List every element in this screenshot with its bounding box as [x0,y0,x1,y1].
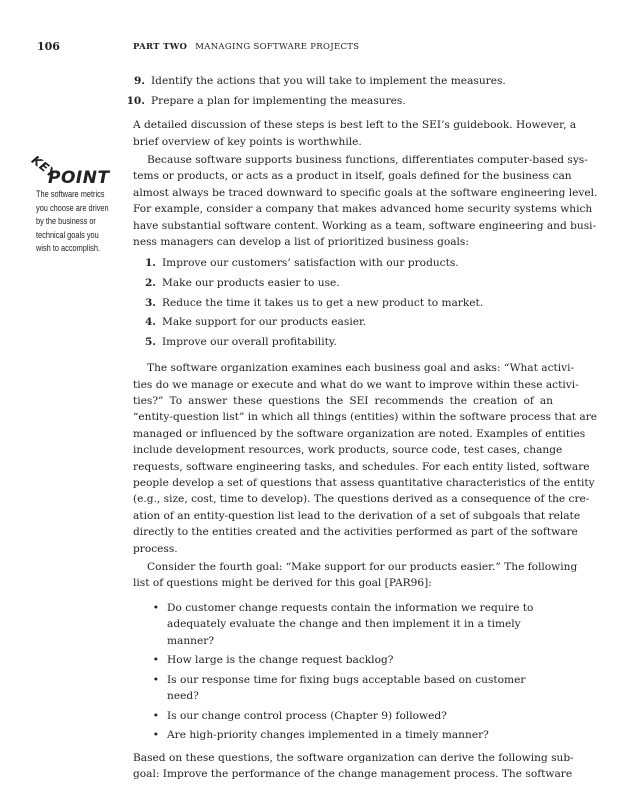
text-line: tems or products, or acts as a product in itself, goals defined for the business can [133,170,572,183]
item-text: Identify the actions that you will take to implement the measures. [151,75,506,87]
key-point-line: The software metrics [36,189,105,199]
question-text: Is our response time for fixing bugs acceptable based on customer need? [167,673,526,703]
chapter-title: MANAGING SOFTWARE PROJECTS [195,42,360,52]
question-text: How large is the change request backlog? [167,654,394,667]
bullet-icon: • [152,709,159,722]
list-item [133,294,553,314]
text-line: managed or influenced by the software organization are noted. Examples of entities [133,427,586,440]
key-point-line: by the business or [36,216,96,226]
text-line: ties do we manage or execute and what do we want to improve within these activi- [133,378,579,391]
text-line: “entity-question list” in which all things (entities) within the software process that are [133,411,598,424]
text-line: (e.g., size, cost, time to develop). The questions derived as a consequence of the cre- [133,493,590,506]
text-line: directly to the entities created and the activities performed as part of the software [133,526,578,539]
list-item [133,333,553,353]
paragraph [133,559,578,592]
text-line: almost always be traced downward to specific goals at the software engineering level. [133,186,598,199]
point-logo-text: POINT [48,168,110,188]
bullet-icon: • [152,729,159,742]
item-number: 5. [144,335,156,348]
key-point-sidebar [28,152,131,256]
running-header [133,42,359,52]
question-text: Do customer change requests contain the information we require to adequately evaluate the change and then implement it in a timely manner? [167,601,534,647]
text-line: ties?” To answer these questions the SEI recommends the creation of an [133,395,553,408]
key-point-line: technical goals you [36,229,99,240]
question-text: Are high-priority changes implemented in a timely manner? [167,729,489,742]
paragraph [133,117,577,150]
key-point-line: you choose are driven [36,202,109,213]
item-number: 9. [133,75,145,87]
text-line: Consider the fourth goal: “Make support for our products easier.” The following [147,560,578,573]
item-text: Make support for our products easier. [162,316,367,329]
list-item [122,72,553,92]
question-item [133,708,553,724]
part-label: PART TWO [133,42,188,52]
item-text: Improve our overall profitability. [162,335,337,348]
question-item [133,672,553,705]
item-number: 10. [126,94,145,107]
text-line: process. [133,542,178,555]
text-line: brief overview of key points is worthwhile. [133,135,362,148]
page-number: 106 [37,40,60,53]
list-item [122,92,553,112]
text-line: goal: Improve the performance of the change management process. The software [133,768,573,781]
text-line: For example, consider a company that makes advanced home security systems which [133,203,593,216]
paragraph [133,152,598,250]
item-text: Improve our customers’ satisfaction with our products. [162,257,459,270]
bullet-icon: • [152,601,159,614]
text-line: have substantial software content. Working as a team, software engineering and busi- [133,219,597,232]
item-text: Reduce the time it takes us to get a new product to market. [162,296,484,309]
questions-list [133,600,553,744]
key-logo-text: KEY [28,152,60,181]
text-line: people develop a set of questions that assess quantitative characteristics of the entity [133,477,595,490]
list-item [133,254,553,274]
paragraph [133,360,598,557]
question-item [133,727,553,743]
key-point-logo [28,152,131,188]
text-line: Because software supports business functions, differentiates computer-based sys- [147,153,588,166]
item-number: 4. [144,316,156,329]
key-point-text [36,188,128,256]
paragraph [133,750,574,783]
bullet-icon: • [152,673,159,686]
goals-list [133,254,553,352]
question-item [133,652,553,668]
text-line: requests, software engineering tasks, and schedules. For each entity listed, software [133,460,590,473]
item-text: Prepare a plan for implementing the measures. [151,94,406,107]
text-line: Based on these questions, the software organization can derive the following sub- [133,751,574,764]
list-item [133,274,553,294]
text-line: ness managers can develop a list of prioritized business goals: [133,235,469,248]
key-point-line: wish to accomplish. [36,243,100,253]
item-number: 1. [144,257,156,270]
steps-list [122,72,553,111]
question-text: Is our change control process (Chapter 9) followed? [167,709,447,722]
item-number: 2. [144,276,156,289]
bullet-icon: • [152,654,159,667]
item-text: Make our products easier to use. [162,276,340,289]
page-body [126,68,598,785]
item-number: 3. [144,296,156,309]
question-item [133,600,553,649]
text-line: ation of an entity-question list lead to the derivation of a set of subgoals that relate [133,509,581,522]
text-line: A detailed discussion of these steps is best left to the SEI’s guidebook. However, a [133,119,577,132]
text-line: The software organization examines each business goal and asks: “What activi- [147,362,575,375]
list-item [133,313,553,333]
text-line: include development resources, work products, source code, test cases, change [133,444,563,457]
text-line: list of questions might be derived for this goal [PAR96]: [133,577,432,590]
